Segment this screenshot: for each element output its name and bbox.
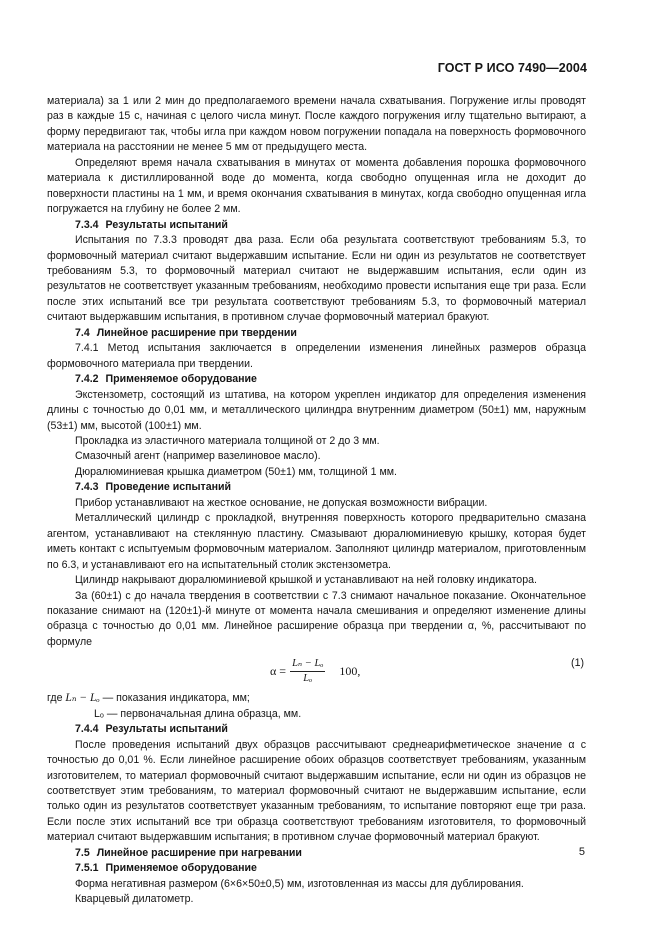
section-heading-7-4-2 — [47, 372, 586, 387]
section-heading-7-5-1 — [47, 861, 586, 876]
section-heading-7-4 — [47, 326, 586, 341]
legend-description: — показания индикатора, мм; — [102, 692, 250, 705]
formula-block — [47, 653, 586, 689]
paragraph: За (60±1) с до начала твердения в соответствии с 7.3 снимают начальное показание. Окончательное показание снимают на (120±1)-й минуте от момента начала смешивания и определяют изменение длины образца с точностью до 0,01 мм. Линейное расширение образца при твердении α, %, рассчитывают по формуле — [47, 589, 586, 648]
page-number: 5 — [578, 846, 585, 858]
formula-fraction — [290, 658, 325, 685]
section-title: Применяемое оборудование — [105, 862, 257, 875]
legend-symbol: Lₒ — [94, 707, 104, 720]
section-number: 7.5.1 — [75, 862, 99, 875]
formula-legend-line — [47, 691, 586, 706]
legend-description: — первоначальная длина образца, мм. — [106, 707, 302, 720]
formula — [270, 658, 360, 685]
section-heading-7-4-3 — [47, 480, 586, 495]
legend-prefix: где — [47, 692, 63, 705]
paragraph: Форма негативная размером (6×6×50±0,5) мм, изготовленная из массы для дублирования. — [75, 877, 524, 890]
formula-legend-line — [47, 707, 586, 722]
document-header: ГОСТ Р ИСО 7490—2004 — [437, 61, 587, 75]
paragraph: После проведения испытаний двух образцов рассчитывают среднеарифметическое значение α с точностью до 0,01 %. Если линейное расширение обоих образцов соответствует требованиям, указанным изготовителем, то материал формовочный считают выдержавшим испытание, если ни один из образцов не соответствует этим требованиям, то материал формовочный считают не выдержавшим испытание, если только один из результатов соответствует указанным требованиям, то испытание повторяют еще три раза. Если после этих испытаний все три образца соответствуют требованиям изготовителя, то формовочный материал считают выдержавшим испытания; в противном случае формовочный материал бракуют. — [47, 738, 586, 844]
paragraph: Прибор устанавливают на жесткое основание, не допуская возможности вибрации. — [75, 496, 488, 509]
formula-lhs: α = — [270, 664, 287, 679]
paragraph: Металлический цилиндр с прокладкой, внутренняя поверхность которого предварительно смазана агентом, устанавливают на стеклянную пластину. Смазывают дюралюминиевую крышку, которая будет иметь контакт с испытуемым формовочным материалом. Заполняют цилиндр материалом, приготовленным по 6.3, и устанавливают его на испытательный столик экстензометра. — [47, 512, 586, 571]
paragraph: Определяют время начала схватывания в минутах от момента добавления порошка формовочного материала к дистиллированной воде до момента, когда свободно опущенная игла не доходит до поверхности пластины на 1 мм, и время окончания схватывания в минутах, когда свободно опущенная игла погружается на глубину не более 2 мм. — [47, 156, 586, 216]
paragraph: материала) за 1 или 2 мин до предполагаемого времени начала схватывания. Погружение иглы проводят раз в каждые 15 с, начиная с целого числа минут. После каждого погружения иглу тщательно вытирают, а форму передвигают так, чтобы игла при каждом новом погружении попадала на поверхность формовочного материала на расстоянии не менее 5 мм от предыдущего места. — [47, 95, 586, 154]
formula-denominator: Lₒ — [303, 673, 313, 685]
section-heading-7-4-4 — [47, 722, 586, 737]
legend-symbol: Lₙ − Lₒ — [65, 692, 100, 705]
section-number: 7.3.4 — [75, 218, 99, 231]
paragraph: 7.4.1 Метод испытания заключается в определении изменения линейных размеров образца формовочного материала при твердении. — [47, 342, 586, 370]
paragraph: Кварцевый дилатометр. — [75, 893, 194, 906]
paragraph: Прокладка из эластичного материала толщиной от 2 до 3 мм. — [75, 434, 380, 447]
section-number: 7.4 — [75, 326, 90, 339]
section-title: Применяемое оборудование — [105, 373, 257, 386]
section-title: Проведение испытаний — [105, 481, 232, 494]
paragraph: Испытания по 7.3.3 проводят два раза. Если оба результата соответствуют требованиям 5.3, то формовочный материал считают выдержавшим испытание. Если ни один из результатов не соответствует требованиям 5.3, то формовочный материал считают не выдержавшим испытания, если один из результатов не соответствует указанным требованиям, необходимо провести испытания еще три раза. Если после этих испытаний все три результата соответствуют требованиям 5.3, то формовочный материал считают выдержавшим испытания, в противном случае формовочный материал бракуют. — [47, 234, 586, 324]
section-number: 7.4.2 — [75, 373, 99, 386]
formula-numerator: Lₙ − Lₒ — [290, 658, 325, 672]
paragraph: Цилиндр накрывают дюралюминиевой крышкой и устанавливают на ней головку индикатора. — [75, 574, 537, 587]
formula-factor: 100, — [339, 664, 361, 679]
section-number: 7.5 — [75, 846, 90, 859]
paragraph: Смазочный агент (например вазелиновое масло). — [75, 450, 321, 463]
section-number: 7.4.4 — [75, 723, 99, 736]
document-body — [47, 94, 586, 908]
section-heading-7-3-4 — [47, 218, 586, 233]
formula-number: (1) — [571, 657, 584, 670]
paragraph: Дюралюминиевая крышка диаметром (50±1) мм, толщиной 1 мм. — [75, 465, 397, 478]
section-title: Линейное расширение при нагревании — [96, 846, 302, 859]
paragraph: Экстензометр, состоящий из штатива, на котором укреплен индикатор для определения изменения длины с точностью до 0,01 мм, и металлического цилиндра внутренним диаметром (50±1) мм, наружным (53±1) мм, высотой (100±1) мм. — [47, 388, 586, 432]
section-title: Линейное расширение при твердении — [96, 326, 297, 339]
section-title: Результаты испытаний — [105, 218, 228, 231]
section-heading-7-5 — [47, 846, 586, 861]
section-title: Результаты испытаний — [105, 723, 228, 736]
section-number: 7.4.3 — [75, 481, 99, 494]
